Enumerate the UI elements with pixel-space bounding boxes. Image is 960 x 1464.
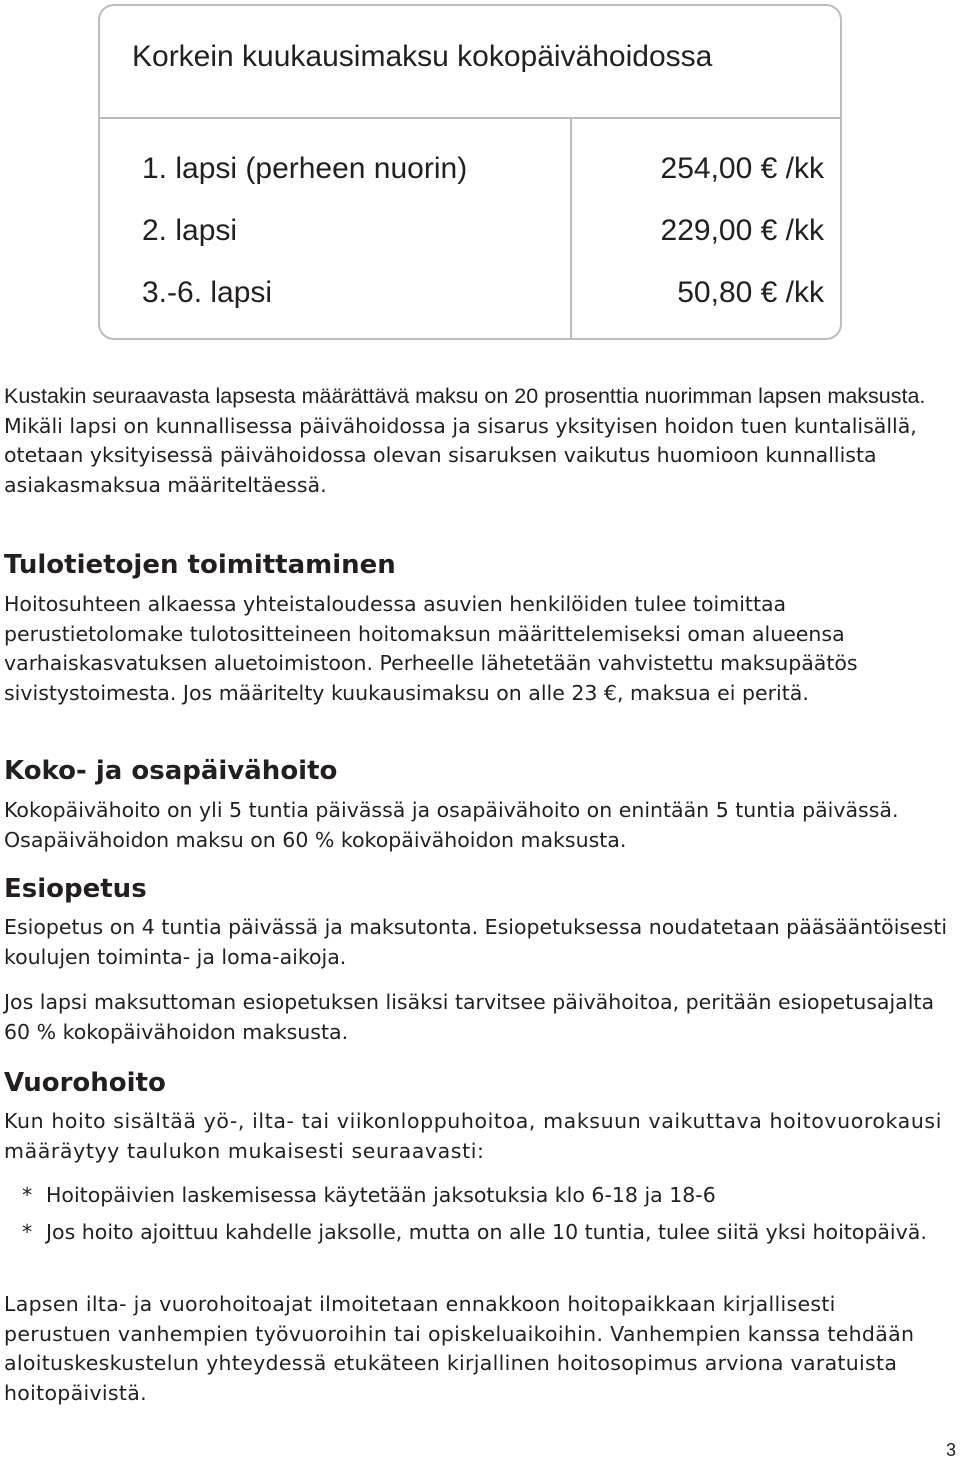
fee-row-value: 50,80 € /kk bbox=[677, 276, 824, 309]
fee-row-label: 3.-6. lapsi bbox=[142, 276, 273, 309]
list-item bbox=[22, 1181, 952, 1210]
section-heading-preschool: Esiopetus bbox=[4, 874, 147, 904]
fee-row bbox=[100, 276, 840, 316]
section-paragraph: Jos lapsi maksuttoman esiopetuksen lisäksi tarvitsee päivähoitoa, peritään esiopetusajalta 60 % kokopäivähoidon maksusta. bbox=[4, 990, 935, 1044]
section-heading-day-care: Koko- ja osapäivähoito bbox=[4, 756, 338, 786]
section-paragraph: Kun hoito sisältää yö-, ilta- tai viikonloppuhoitoa, maksuun vaikuttava hoitovuorokausi määräytyy taulukon mukaisesti seuraavasti: bbox=[4, 1109, 942, 1163]
fee-row-value: 254,00 € /kk bbox=[660, 152, 824, 185]
fee-row-value: 229,00 € /kk bbox=[660, 214, 824, 247]
fee-table-box bbox=[98, 4, 842, 340]
section-paragraph: Esiopetus on 4 tuntia päivässä ja maksutonta. Esiopetuksessa noudatetaan pääsääntöisesti koulujen toiminta- ja loma-aikoja. bbox=[4, 915, 948, 969]
list-item bbox=[22, 1218, 952, 1247]
fee-row-label: 1. lapsi (perheen nuorin) bbox=[142, 152, 468, 185]
fee-table-divider bbox=[100, 117, 840, 119]
section-heading-income: Tulotietojen toimittaminen bbox=[4, 550, 396, 580]
list-item-text: Jos hoito ajoittuu kahdelle jaksolle, mutta on alle 10 tuntia, tulee siitä yksi hoitopäivä. bbox=[46, 1220, 927, 1244]
intro-lead: Kustakin seuraavasta lapsesta määrättävä maksu on 20 prosenttia nuorimman lapsen maksusta. bbox=[4, 384, 926, 408]
fee-row bbox=[100, 214, 840, 254]
asterisk-bullet-icon: * bbox=[22, 1183, 33, 1207]
shift-care-rules-list bbox=[22, 1181, 952, 1247]
list-item-text: Hoitopäivien laskemisessa käytetään jaksotuksia klo 6-18 ja 18-6 bbox=[46, 1183, 716, 1207]
intro-paragraph bbox=[4, 382, 949, 500]
fee-row-label: 2. lapsi bbox=[142, 214, 238, 247]
asterisk-bullet-icon: * bbox=[22, 1220, 33, 1244]
section-paragraph: Lapsen ilta- ja vuorohoitoajat ilmoitetaan ennakkoon hoitopaikkaan kirjallisesti perustuen vanhempien työvuoroihin tai opiskeluaikoihin. Vanhempien kanssa tehdään aloituskeskustelun yhteydessä etukäteen kirjallinen hoitosopimus arviona varatuista hoitopäivistä. bbox=[4, 1292, 915, 1405]
fee-row bbox=[100, 152, 840, 192]
section-heading-shift-care: Vuorohoito bbox=[4, 1068, 166, 1098]
section-paragraph: Hoitosuhteen alkaessa yhteistaloudessa asuvien henkilöiden tulee toimittaa perustietolomake tulotositteineen hoitomaksun määrittelemiseksi oman alueensa varhaiskasvatuksen aluetoimistoon. Perheelle lähetetään vahvistettu maksupäätös sivistystoimesta. Jos määritelty kuukausimaksu on alle 23 €, maksua ei peritä. bbox=[4, 592, 858, 705]
intro-text: Mikäli lapsi on kunnallisessa päivähoidossa ja sisarus yksityisen hoidon tuen kuntalisällä, otetaan yksityisessä päivähoidossa olevan sisaruksen vaikutus huomioon kunnallista asiakasmaksua määriteltäessä. bbox=[4, 413, 917, 497]
section-paragraph: Kokopäivähoito on yli 5 tuntia päivässä ja osapäivähoito on enintään 5 tuntia päivässä. Osapäivähoidon maksu on 60 % kokopäivähoidon maksusta. bbox=[4, 798, 899, 852]
fee-table-title: Korkein kuukausimaksu kokopäivähoidossa bbox=[132, 40, 713, 73]
page-number: 3 bbox=[945, 1440, 956, 1460]
